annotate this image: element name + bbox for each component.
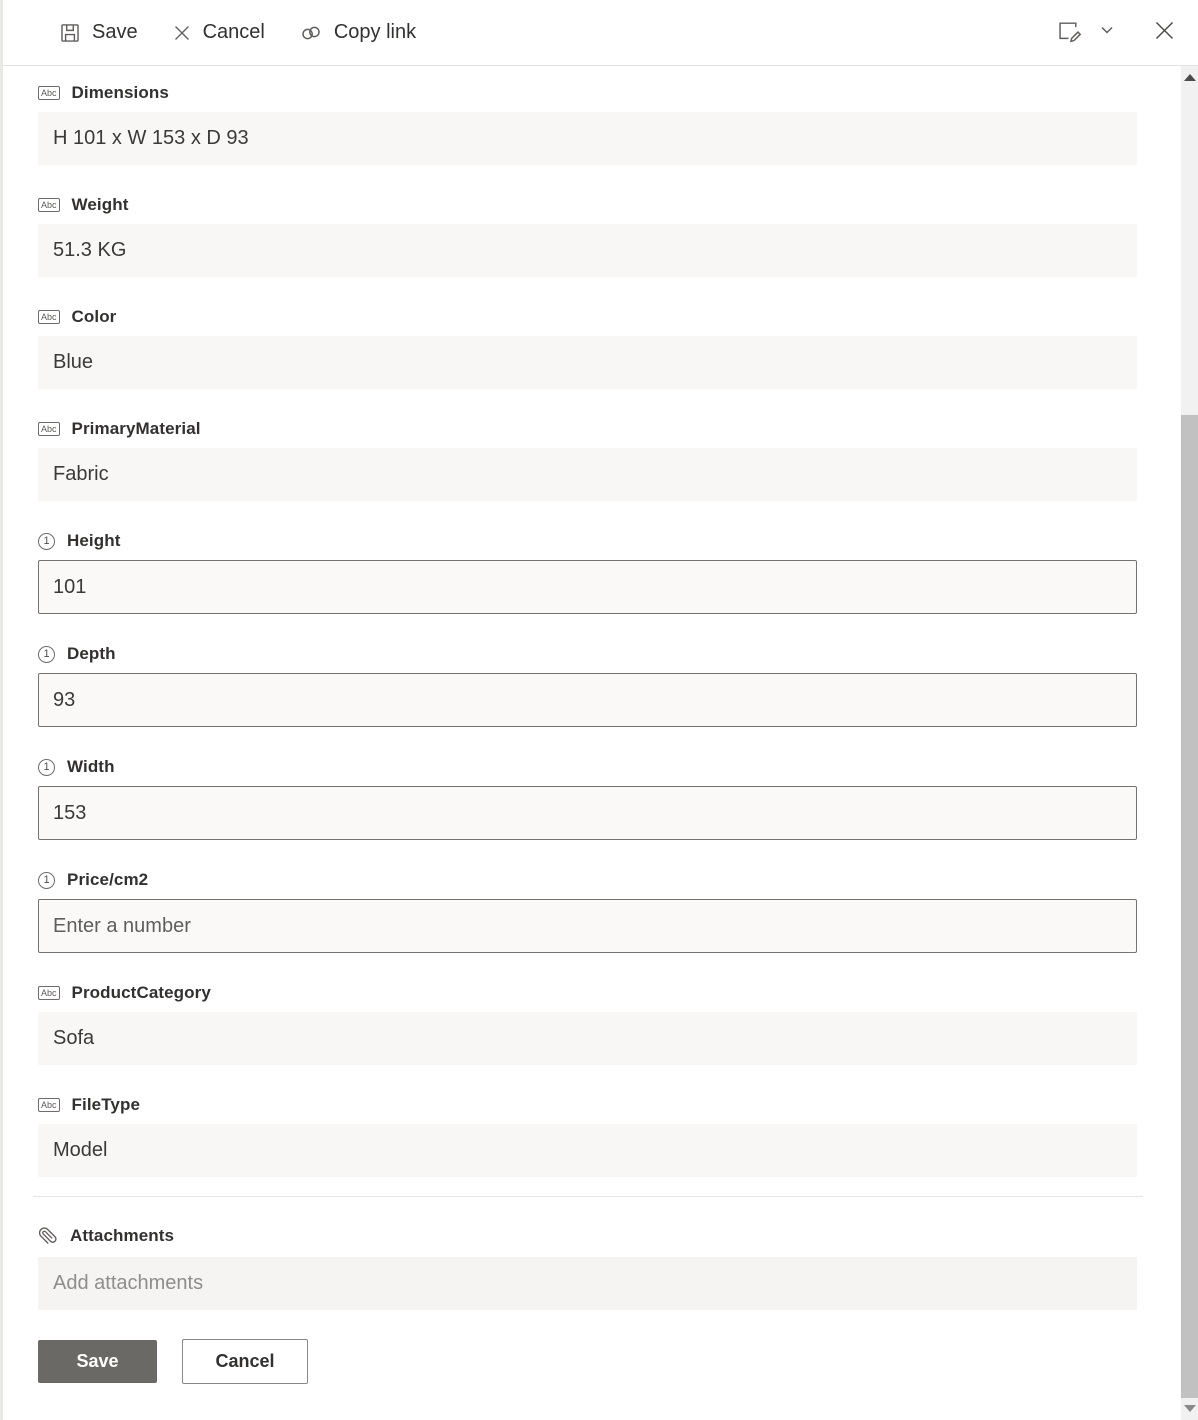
- number-field-type-icon: 1: [38, 646, 55, 663]
- field-label: Weight: [71, 195, 129, 214]
- field-number-input[interactable]: [38, 786, 1137, 840]
- text-field-type-icon: Abc: [38, 198, 60, 212]
- field-label-row: [38, 643, 1137, 665]
- number-field-type-icon: 1: [38, 759, 55, 776]
- field-value-box[interactable]: Blue: [38, 336, 1137, 389]
- field-number-input[interactable]: [38, 899, 1137, 953]
- edit-form-button[interactable]: [1055, 17, 1082, 49]
- link-icon: [299, 22, 323, 44]
- scrollbar-up-button[interactable]: [1181, 68, 1198, 86]
- chevron-down-icon: [1099, 22, 1115, 43]
- field-label: Height: [67, 531, 121, 550]
- field-label: Color: [71, 307, 117, 326]
- cancel-x-icon: [172, 23, 192, 43]
- command-bar-right: [1055, 17, 1198, 49]
- toolbar-copy-link-label: Copy link: [333, 21, 417, 43]
- field-value-box[interactable]: 51.3 KG: [38, 224, 1137, 277]
- attachments-label: Attachments: [70, 1226, 175, 1245]
- form-field: [38, 418, 1137, 501]
- field-value-box[interactable]: H 101 x W 153 x D 93: [38, 112, 1137, 165]
- number-field-type-icon: 1: [38, 872, 55, 889]
- text-field-type-icon: Abc: [38, 986, 60, 1000]
- command-bar: [3, 0, 1198, 66]
- form-field: [38, 982, 1137, 1065]
- scrollbar-down-button[interactable]: [1181, 1398, 1198, 1418]
- field-label-row: [38, 530, 1137, 552]
- toolbar-save-button[interactable]: [55, 11, 142, 55]
- field-label-row: [38, 1094, 1137, 1116]
- field-label: PrimaryMaterial: [71, 419, 201, 438]
- form-field: [38, 194, 1137, 277]
- form-field: [38, 306, 1137, 389]
- field-label-row: [38, 982, 1137, 1004]
- field-label: Dimensions: [71, 83, 169, 102]
- form-options-dropdown-button[interactable]: [1099, 22, 1115, 43]
- toolbar-cancel-button[interactable]: [168, 11, 269, 55]
- text-field-type-icon: Abc: [38, 86, 60, 100]
- toolbar-cancel-label: Cancel: [202, 21, 265, 43]
- footer-save-button[interactable]: Save: [38, 1340, 157, 1383]
- text-field-type-icon: Abc: [38, 1098, 60, 1112]
- field-label-row: [38, 869, 1137, 891]
- number-field-type-icon: 1: [38, 533, 55, 550]
- form-field: [38, 756, 1137, 840]
- field-label-row: [38, 756, 1137, 778]
- attachments-label-row: [38, 1224, 1137, 1248]
- text-field-type-icon: Abc: [38, 422, 60, 436]
- field-label: Width: [67, 757, 115, 776]
- scroll-down-arrow-icon: [1184, 1405, 1196, 1412]
- form-field: [38, 869, 1137, 953]
- field-label-row: [38, 82, 1137, 104]
- add-attachments-button[interactable]: Add attachments: [38, 1257, 1137, 1310]
- close-panel-button[interactable]: [1153, 19, 1176, 47]
- fields-container: [38, 82, 1137, 1177]
- form-field: [38, 82, 1137, 165]
- scrollbar[interactable]: [1181, 66, 1198, 1420]
- field-value-box[interactable]: Model: [38, 1124, 1137, 1177]
- toolbar-copy-link-button[interactable]: [295, 11, 420, 55]
- field-label: ProductCategory: [71, 983, 211, 1002]
- text-field-type-icon: Abc: [38, 310, 60, 324]
- field-value-box[interactable]: Sofa: [38, 1012, 1137, 1065]
- field-number-input[interactable]: [38, 560, 1137, 614]
- form-panel: [3, 66, 1181, 1384]
- field-value-box[interactable]: Fabric: [38, 448, 1137, 501]
- form-field: [38, 1094, 1137, 1177]
- field-label: FileType: [71, 1095, 141, 1114]
- footer-cancel-button[interactable]: Cancel: [182, 1339, 308, 1384]
- field-label-row: [38, 194, 1137, 216]
- close-icon: [1153, 19, 1176, 47]
- field-label: Price/cm2: [67, 870, 149, 889]
- save-icon: [59, 22, 81, 44]
- attachments-field: [38, 1224, 1137, 1310]
- field-label-row: [38, 418, 1137, 440]
- scroll-up-arrow-icon: [1184, 74, 1196, 81]
- field-number-input[interactable]: [38, 673, 1137, 727]
- form-footer: [38, 1339, 1137, 1384]
- scrollbar-thumb[interactable]: [1181, 415, 1198, 1398]
- section-divider: [33, 1196, 1143, 1197]
- edit-form-icon: [1055, 17, 1082, 49]
- form-field: [38, 643, 1137, 727]
- form-field: [38, 530, 1137, 614]
- field-label: Depth: [67, 644, 116, 663]
- paperclip-icon: [38, 1225, 57, 1247]
- toolbar-save-label: Save: [92, 21, 138, 43]
- field-label-row: [38, 306, 1137, 328]
